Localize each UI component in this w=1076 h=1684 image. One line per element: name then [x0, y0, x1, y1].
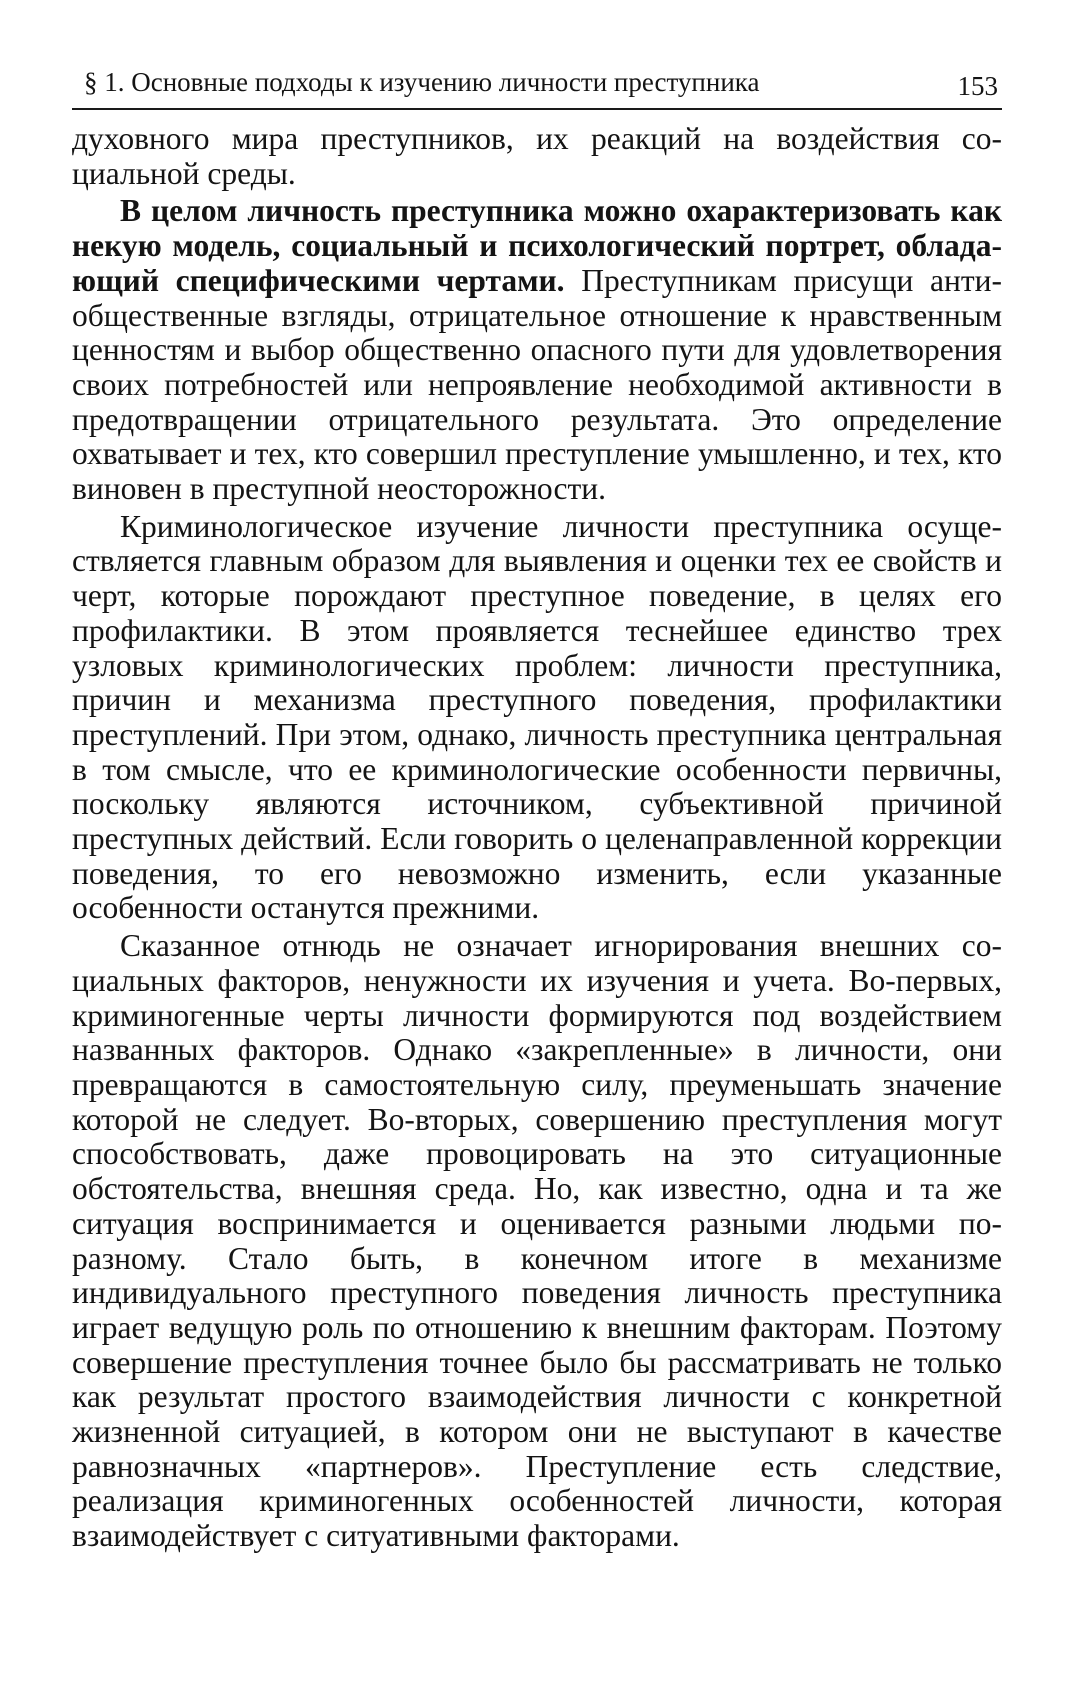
page-header [72, 62, 1002, 110]
paragraph-text: Сказанное отнюдь не означает игнорирования внешних социальных факторов, ненужности их изучения и учета. Во-первых, криминогенные черты личности формируются под воздействием названных факторов. Однако «закрепленные» в личности, они превращаются в самостоятельную силу, преуменьшать значение которой не следует. Во-вторых, совершению преступления могут способствовать, даже провоцировать на это ситуационные обстоятельства, внешняя среда. Но, как известно, одна и та же ситуация воспринимается и оценивается разными людьми по-разному. Стало быть, в конечном итоге в механизме индивидуального преступного поведения личность преступника играет ведущую роль по отношению к внешним факторам. Поэтому совершение преступления точнее было бы рассматривать не только как результат простого взаимодействия личности с конкретной жизненной ситуацией, в котором они не выступают в качестве равнозначных «партнеров». Преступление есть следствие, реализация криминогенных особенностей личности, которая взаимодействует с ситуативными факторами. [72, 928, 1002, 1554]
running-title: § 1. Основные подходы к изучению личности преступника [84, 67, 760, 97]
paragraph-text: Преступникам присущи антиобщественные взгляды, отрицательное отношение к нравственным ценностям и выбор общественно опасного пути для удовлетворения своих потребностей или непроявление необходимой активности в предотвращении отрицательного результата. Это определение охватывает и тех, кто совершил преступление умышленно, и тех, кто виновен в преступной неосторожности. [72, 262, 1002, 507]
paragraph-definition [72, 194, 1002, 506]
bold-lead-sentence: В целом личность преступника можно охарактеризовать как некую модель, социальный и психологический портрет, обладающий специфическими чертами. [72, 193, 1002, 298]
paragraph-external-factors [72, 929, 1002, 1554]
paragraph-continuation [72, 122, 1002, 191]
page-number: 153 [957, 71, 998, 101]
paragraph-criminological-study [72, 510, 1002, 926]
paragraph-text: духовного мира преступников, их реакций на воздействия социальной среды. [72, 121, 1002, 191]
paragraph-text: Криминологическое изучение личности преступника осуществляется главным образом для выявления и оценки тех ее свойств и черт, которые порождают преступное поведение, в целях его профилактики. В этом проявляется теснейшее единство трех узловых криминологических проблем: личности преступника, причин и механизма преступного поведения, профилактики преступлений. При этом, однако, личность преступника центральная в том смысле, что ее криминологические особенности первичны, поскольку являются источником, субъективной причиной преступных действий. Если говорить о целенаправленной коррекции поведения, то его невозможно изменить, если указанные особенности останутся прежними. [72, 508, 1002, 926]
body-text [72, 122, 1002, 1554]
